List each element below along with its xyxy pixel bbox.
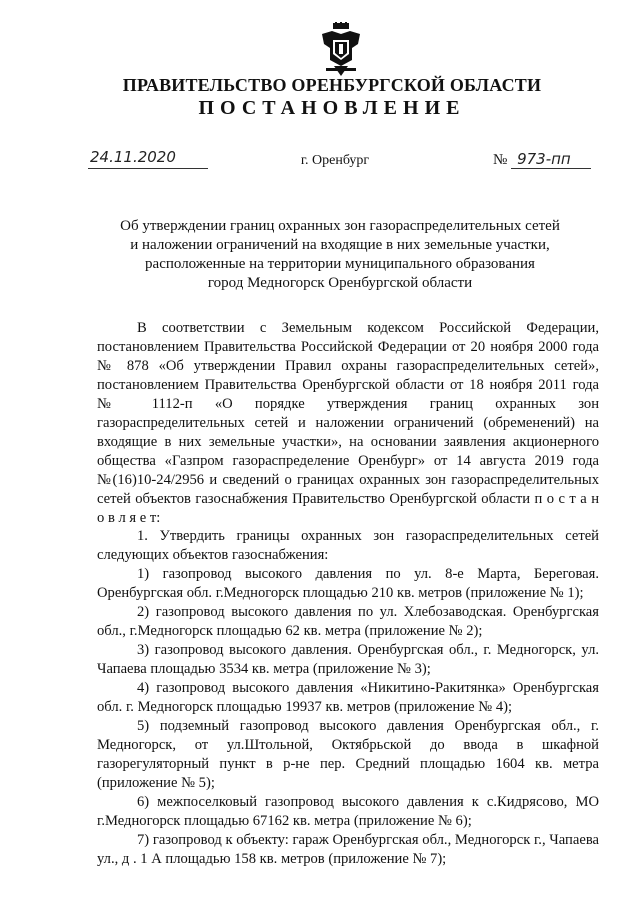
body-paragraph-preamble: В соответствии с Земельным кодексом Российской Федерации, постановлением Правительства Российской Федерации от 20 ноября 2000 года № 878 «Об утверждении Правил охраны газораспределительных сетей», постановлением Правительства Оренбургской области от 18 ноября 2011 года № 1112-п «О порядке утверждения границ охранных зон газораспределительных сетей и наложении ограничений (обременений) на входящие в них земельные участки», на основании заявления акционерного общества «Газпром газораспределение Оренбург» от 14 августа 2019 года №(16)10-24/2956 и сведений о границах охранных зон газораспределительных сетей объектов газоснабжения Правительство Оренбургской области п о с т а н о в л я е т: xyxy=(97,320,599,526)
body-paragraph-subitem-3: 3) газопровод высокого давления. Оренбургская обл., г. Медногорск, ул. Чапаева площадью 3534 кв. метра (приложение № 3); xyxy=(97,642,599,678)
organization-name: ПРАВИТЕЛЬСТВО ОРЕНБУРГСКОЙ ОБЛАСТИ xyxy=(122,75,542,95)
coat-of-arms-icon-graphic xyxy=(318,22,364,76)
document-body xyxy=(97,319,599,869)
document-type: ПОСТАНОВЛЕНИЕ xyxy=(198,97,466,119)
body-paragraph-subitem-6: 6) межпоселковый газопровод высокого давления к с.Кидрясово, МО г.Медногорск площадью 67162 кв. метра (приложение № 6); xyxy=(97,793,599,829)
number-value: 973-пп xyxy=(511,150,591,169)
title-line: город Медногорск Оренбургской области xyxy=(207,275,473,291)
title-line: Об утверждении границ охранных зон газораспределительных сетей xyxy=(120,218,560,234)
body-paragraph-subitem-2: 2) газопровод высокого давления по ул. Хлебозаводская. Оренбургская обл., г.Медногорск площадью 62 кв. метра (приложение № 2); xyxy=(97,604,599,640)
body-paragraph-subitem-5: 5) подземный газопровод высокого давления Оренбургская обл., г. Медногорск, от ул.Штольной, Октябрьской до ввода в шкафной газорегуляторный пункт в р-не пер. Средний площадью 1604 кв. метра (приложение № 5); xyxy=(97,718,599,791)
number-label: № xyxy=(493,152,508,168)
document-date: 24.11.2020 xyxy=(88,148,208,169)
document-title xyxy=(90,217,590,293)
body-paragraph-subitem-4: 4) газопровод высокого давления «Никитино-Ракитянка» Оренбургская обл. г. Медногорск площадью 19937 кв. метров (приложение № 4); xyxy=(97,680,599,716)
document-number xyxy=(493,150,591,169)
body-paragraph-item-1: 1. Утвердить границы охранных зон газораспределительных сетей следующих объектов газоснабжения: xyxy=(97,528,599,564)
title-line: расположенные на территории муниципального образования xyxy=(145,256,535,272)
title-line: и наложении ограничений на входящие в них земельные участки, xyxy=(130,237,550,253)
body-paragraph-subitem-1: 1) газопровод высокого давления по ул. 8-е Марта, Береговая. Оренбургская обл. г.Медногорск площадью 210 кв. метров (приложение № 1); xyxy=(97,566,599,602)
document-city: г. Оренбург xyxy=(300,153,370,168)
coat-of-arms-icon xyxy=(318,22,364,76)
body-paragraph-subitem-7: 7) газопровод к объекту: гараж Оренбургская обл., Медногорск г., Чапаева ул., д . 1 А площадью 158 кв. метров (приложение № 7); xyxy=(97,831,599,867)
